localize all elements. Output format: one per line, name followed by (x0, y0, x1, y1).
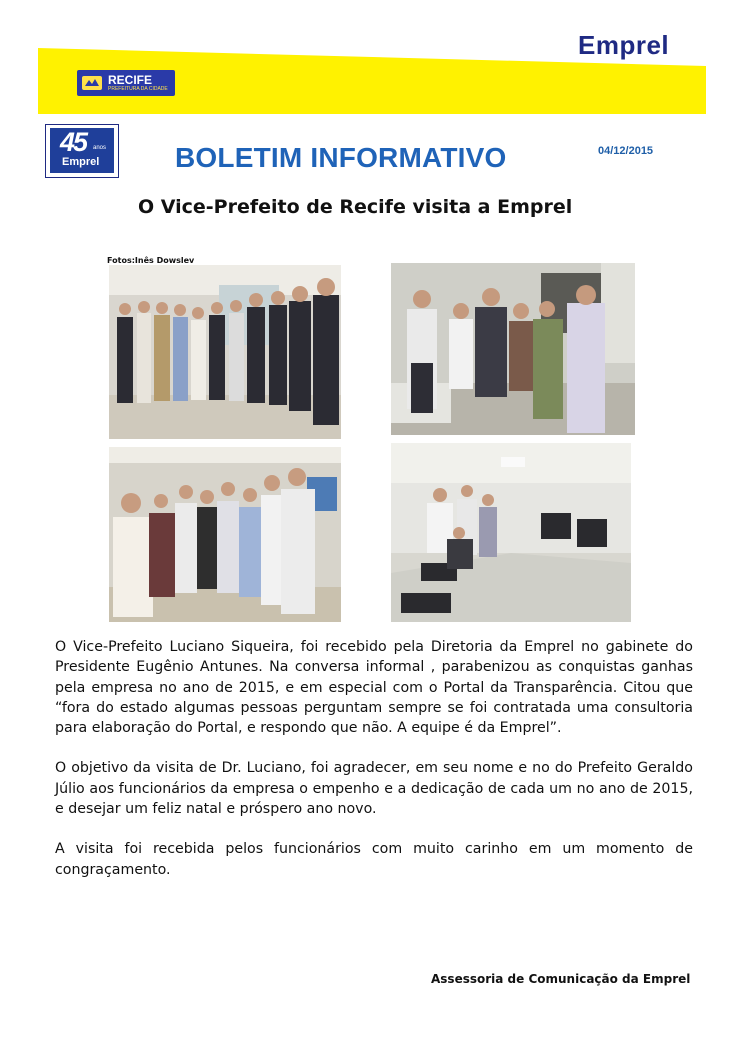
article-body (55, 637, 693, 900)
group-photo-3 (109, 447, 341, 622)
article-paragraph-3: A visita foi recebida pelos funcionários com muito carinho em um momento de congraçamento. (55, 841, 693, 878)
city-tagline: PREFEITURA DA CIDADE (108, 86, 168, 92)
group-photo-1 (109, 265, 341, 439)
signature: Assessoria de Comunicação da Emprel (431, 972, 691, 986)
anniversary-org: Emprel (62, 156, 100, 168)
headline: O Vice-Prefeito de Recife visita a Emprel (138, 196, 573, 218)
office-photo-4 (391, 443, 631, 622)
anniversary-number: 45 (60, 127, 87, 157)
bulletin-title: BOLETIM INFORMATIVO (175, 142, 507, 173)
group-photo-2 (391, 263, 635, 435)
city-name: RECIFE (108, 73, 153, 87)
article-paragraph-1: O Vice-Prefeito Luciano Siqueira, foi recebido pela Diretoria da Emprel no gabinete do Presidente Eugênio Antunes. Na conversa informal , parabenizou as conquistas ganhas pela empresa no ano de 2015, e em especial com o Portal da Transparência. Citou que “fora do estado algumas pessoas perguntam sempre se foi contratada uma consultoria para elaboração do Portal, e respondo que não. A equipe é da Emprel”. (55, 639, 693, 737)
anniversary-unit: anos (93, 145, 107, 151)
city-emblem-icon (81, 74, 103, 92)
article-paragraph-2: O objetivo da visita de Dr. Luciano, foi agradecer, em seu nome e no do Prefeito Geraldo Júlio aos funcionários da empresa o empenho e a dedicação de cada um no ano de 2015, e desejar um feliz natal e próspero ano novo. (55, 760, 693, 818)
photo-credit: Fotos:Inês Dowslev (107, 256, 195, 265)
bulletin-date: 04/12/2015 (598, 145, 654, 157)
emprel-45-years-logo (45, 124, 119, 178)
emprel-brand-logo: Emprel (578, 30, 670, 60)
recife-city-logo (77, 70, 175, 96)
